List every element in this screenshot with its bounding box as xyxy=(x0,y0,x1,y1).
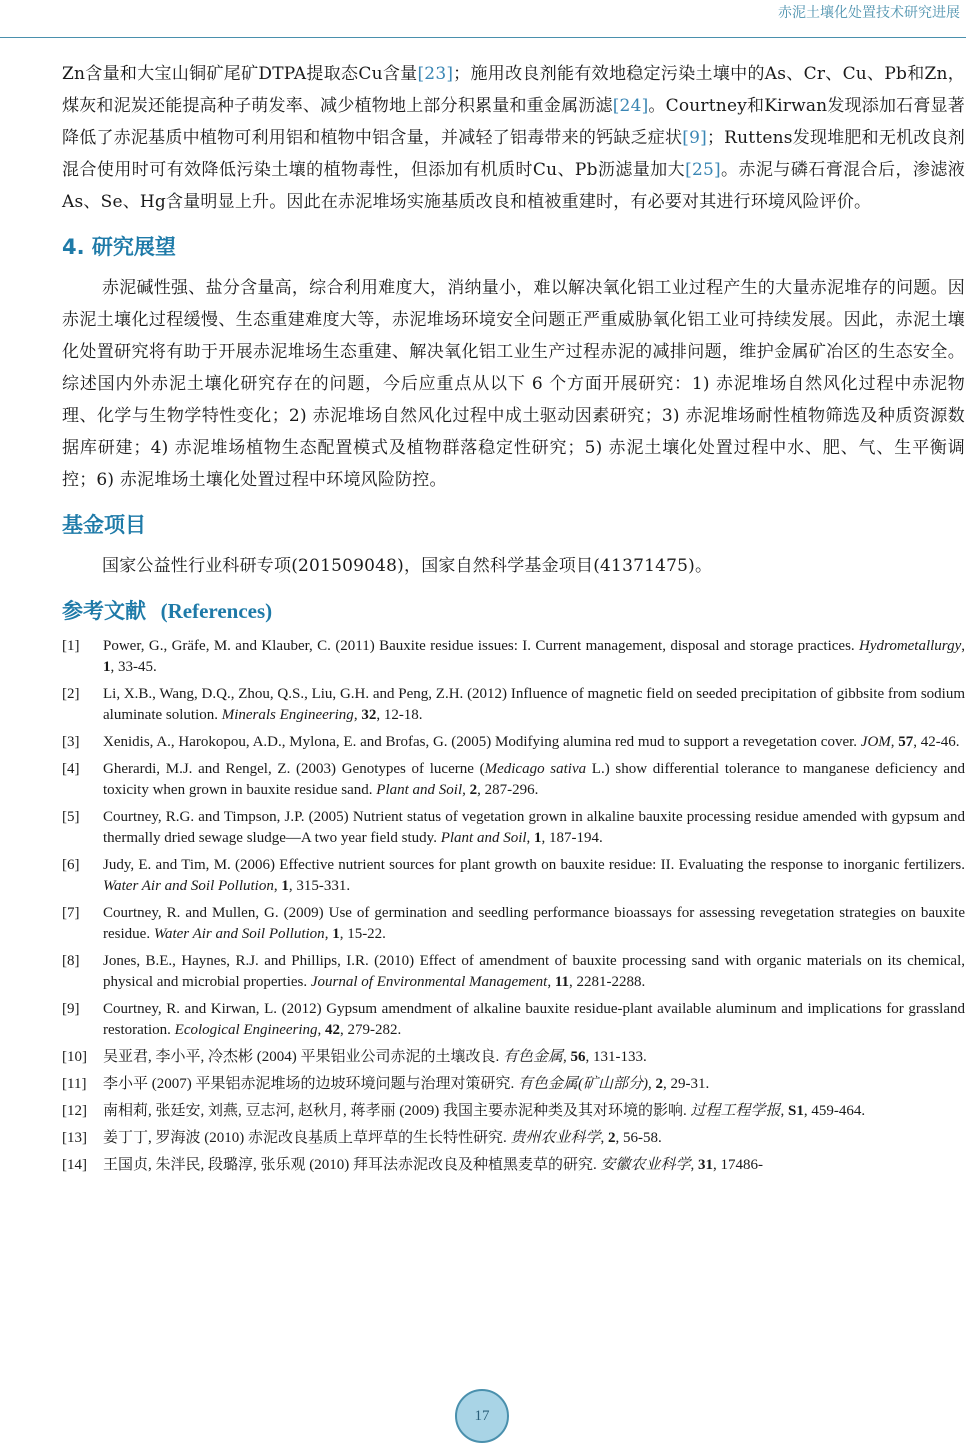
reference-item xyxy=(62,999,965,1041)
reference-authors-title: 吴亚君, 李小平, 冷杰彬 (2004) 平果铝业公司赤泥的土壤改良. xyxy=(103,1049,503,1065)
reference-text xyxy=(103,636,965,678)
text-span: 。Courtney和Kirwan发现添加石膏显著降低了赤泥基质中植物可利用铝和植物中铝含量，并减轻了铝毒带来的钙缺乏症状 xyxy=(62,96,965,148)
reference-pages: , 279-282. xyxy=(340,1022,402,1038)
reference-number: [13] xyxy=(62,1130,87,1146)
reference-item xyxy=(62,1047,965,1068)
reference-volume: S1 xyxy=(788,1103,804,1119)
reference-journal: 贵州农业科学 xyxy=(510,1130,601,1146)
reference-authors-title: 王国贞, 朱泮民, 段璐淳, 张乐观 (2010) 拜耳法赤泥改良及种植黑麦草的研究. xyxy=(103,1157,601,1173)
reference-text xyxy=(103,1047,965,1068)
reference-item xyxy=(62,636,965,678)
reference-journal: 有色金属(矿山部分) xyxy=(518,1076,648,1092)
reference-volume: 11 xyxy=(554,974,570,990)
reference-authors-title: Gherardi, M.J. and Rengel, Z. (2003) Genotypes of lucerne ( xyxy=(103,761,485,777)
section-heading-references xyxy=(62,596,965,626)
reference-separator: , xyxy=(462,782,470,798)
page-number: 17 xyxy=(474,1407,490,1424)
reference-volume: 2 xyxy=(608,1130,616,1146)
reference-separator: , xyxy=(780,1103,789,1119)
reference-title-cont: L.) show differential tolerance to manganese deficiency and toxicity when grown in bauxite residue sand. xyxy=(103,761,966,798)
reference-journal: Plant and Soil xyxy=(440,830,527,846)
text-span: Zn含量和大宝山铜矿尾矿DTPA提取态Cu含量 xyxy=(62,64,418,84)
reference-authors-title: 李小平 (2007) 平果铝赤泥堆场的边坡环境问题与治理对策研究. xyxy=(103,1076,518,1092)
reference-volume: 56 xyxy=(570,1049,586,1065)
reference-number: [10] xyxy=(62,1049,87,1065)
reference-text xyxy=(103,807,965,849)
reference-pages: , 459-464. xyxy=(803,1103,866,1119)
running-title: 赤泥土壤化处置技术研究进展 xyxy=(778,5,960,21)
citation-link[interactable]: [23] xyxy=(417,64,454,84)
reference-separator: , xyxy=(961,638,965,654)
reference-text xyxy=(103,732,965,753)
reference-item xyxy=(62,759,965,801)
reference-number: [7] xyxy=(62,905,80,921)
reference-pages: , 17486- xyxy=(713,1157,764,1173)
reference-pages: , 33-45. xyxy=(110,659,157,675)
reference-number: [9] xyxy=(62,1001,80,1017)
reference-number: [8] xyxy=(62,953,80,969)
reference-pages: , 15-22. xyxy=(339,926,386,942)
reference-item xyxy=(62,732,965,753)
citation-link[interactable]: [25] xyxy=(685,160,721,180)
reference-number: [5] xyxy=(62,809,80,825)
reference-journal: JOM xyxy=(860,734,891,750)
outlook-paragraph: 赤泥碱性强、盐分含量高，综合利用难度大，消纳量小，难以解决氧化铝工业过程产生的大量赤泥堆存的问题。因赤泥土壤化过程缓慢、生态重建难度大等，赤泥堆场环境安全问题正严重威胁氧化铝工业可持续发展。因此，赤泥土壤化处置研究将有助于开展赤泥堆场生态重建、解决氧化铝工业生产过程赤泥的减排问题，维护金属矿冶区的生态安全。综述国内外赤泥土壤化研究存在的问题，今后应重点从以下 6 个方面开展研究：1) 赤泥堆场自然风化过程中赤泥物理、化学与生物学特性变化；2) 赤泥堆场自然风化过程中成土驱动因素研究；3) 赤泥堆场耐性植物筛选及种质资源数据库研建；4) 赤泥堆场植物生态配置模式及植物群落稳定性研究；5) 赤泥土壤化处置过程中水、肥、气、生平衡调控；6) 赤泥堆场土壤化处置过程中环境风险防控。 xyxy=(62,278,965,490)
reference-journal: Hydrometallurgy xyxy=(859,638,962,654)
reference-authors-title: Xenidis, A., Harokopou, A.D., Mylona, E. and Brofas, G. (2005) Modifying alumina red mud to support a revegetation cover. xyxy=(103,734,861,750)
reference-pages: , 12-18. xyxy=(376,707,423,723)
section-heading-outlook: 4. 研究展望 xyxy=(62,235,176,259)
intro-paragraph xyxy=(62,58,965,218)
reference-pages: , 187-194. xyxy=(541,830,603,846)
reference-volume: 32 xyxy=(361,707,377,723)
reference-number: [3] xyxy=(62,734,80,750)
reference-volume: 57 xyxy=(898,734,914,750)
reference-separator: , xyxy=(273,878,282,894)
reference-authors-title: Power, G., Gräfe, M. and Klauber, C. (2011) Bauxite residue issues: I. Current management, disposal and storage practices. xyxy=(103,638,860,654)
reference-volume: 42 xyxy=(325,1022,341,1038)
reference-journal: Plant and Soil xyxy=(376,782,463,798)
reference-number: [2] xyxy=(62,686,80,702)
reference-pages: , 287-296. xyxy=(477,782,539,798)
reference-pages: , 315-331. xyxy=(288,878,351,894)
reference-item xyxy=(62,1074,965,1095)
reference-authors-title: Judy, E. and Tim, M. (2006) Effective nutrient sources for plant growth on bauxite residue: II. Evaluating the response to inorganic fertilizers. xyxy=(103,857,965,873)
reference-number: [1] xyxy=(62,638,80,654)
reference-authors-title: 姜丁丁, 罗海波 (2010) 赤泥改良基质上草坪草的生长特性研究. xyxy=(103,1130,511,1146)
reference-separator: , xyxy=(563,1049,571,1065)
text-span: 。赤泥与磷石膏混合后，渗滤液As、Se、Hg含量明显上升。因此在赤泥堆场实施基质改良和植被重建时，有必要对其进行环境风险评价。 xyxy=(62,160,965,212)
reference-volume: 2 xyxy=(655,1076,663,1092)
reference-volume: 1 xyxy=(103,659,111,675)
reference-journal: Minerals Engineering xyxy=(221,707,354,723)
reference-pages: , 42-46. xyxy=(913,734,960,750)
reference-pages: , 56-58. xyxy=(615,1130,662,1146)
page-number-badge xyxy=(455,1389,509,1443)
reference-pages: , 29-31. xyxy=(663,1076,710,1092)
reference-volume: 2 xyxy=(469,782,478,798)
reference-text xyxy=(103,855,965,897)
reference-separator: , xyxy=(526,830,535,846)
reference-item xyxy=(62,903,965,945)
reference-authors-title: 南相莉, 张廷安, 刘燕, 豆志河, 赵秋月, 蒋孝丽 (2009) 我国主要赤泥种类及其对环境的影响. xyxy=(103,1103,691,1119)
reference-text xyxy=(103,1155,965,1176)
reference-separator: , xyxy=(353,707,362,723)
reference-separator: , xyxy=(547,974,555,990)
citation-link[interactable]: [24] xyxy=(612,96,649,116)
reference-journal: 安徽农业科学 xyxy=(600,1157,691,1173)
reference-authors-title: Courtney, R.G. and Timpson, J.P. (2005) Nutrient status of vegetation grown in alkaline bauxite processing residue amended with gypsum and thermally dried sewage sludge—A two year field study. xyxy=(103,809,965,846)
reference-authors-title: Courtney, R. and Mullen, G. (2009) Use of germination and seedling performance bioassays for assessing revegetation strategies on bauxite residue. xyxy=(103,905,965,942)
reference-separator: , xyxy=(890,734,899,750)
header-divider xyxy=(0,37,966,38)
reference-separator: , xyxy=(317,1022,326,1038)
reference-authors-title: Courtney, R. and Kirwan, L. (2012) Gypsum amendment of alkaline bauxite residue-plant available aluminum and implications for grassland restoration. xyxy=(103,1001,965,1038)
reference-number: [11] xyxy=(62,1076,87,1092)
text-span: ；Ruttens发现堆肥和无机改良剂混合使用时可有效降低污染土壤的植物毒性，但添加有机质时Cu、Pb沥滤量加大 xyxy=(62,128,965,180)
reference-species: Medicago sativa xyxy=(484,761,587,777)
reference-number: [14] xyxy=(62,1157,87,1173)
reference-item xyxy=(62,1128,965,1149)
references-heading-cn: 参考文献 xyxy=(62,599,146,623)
reference-item xyxy=(62,855,965,897)
section-heading-funding: 基金项目 xyxy=(62,513,146,537)
reference-journal: 过程工程学报 xyxy=(690,1103,781,1119)
reference-authors-title: Li, X.B., Wang, D.Q., Zhou, Q.S., Liu, G.H. and Peng, Z.H. (2012) Influence of magnetic field on seeded precipitation of gibbsite from sodium aluminate solution. xyxy=(103,686,965,723)
reference-volume: 1 xyxy=(281,878,289,894)
reference-journal: 有色金属 xyxy=(503,1049,564,1065)
reference-separator: , xyxy=(600,1130,609,1146)
reference-text xyxy=(103,951,965,993)
reference-item xyxy=(62,684,965,726)
citation-link[interactable]: [9] xyxy=(682,128,707,148)
reference-authors-title: Jones, B.E., Haynes, R.J. and Phillips, I.R. (2010) Effect of amendment of bauxite processing sand with organic materials on its chemical, physical and microbial properties. xyxy=(103,953,965,990)
reference-text xyxy=(103,903,965,945)
page-content xyxy=(62,58,965,1182)
reference-volume: 31 xyxy=(698,1157,714,1173)
reference-journal: Ecological Engineering xyxy=(174,1022,318,1038)
reference-item xyxy=(62,1155,965,1176)
reference-number: [4] xyxy=(62,761,80,777)
references-heading-en: (References) xyxy=(160,599,273,623)
reference-text xyxy=(103,1128,965,1149)
reference-item xyxy=(62,951,965,993)
reference-pages: , 2281-2288. xyxy=(569,974,646,990)
reference-volume: 1 xyxy=(534,830,542,846)
reference-item xyxy=(62,1101,965,1122)
reference-number: [6] xyxy=(62,857,80,873)
reference-number: [12] xyxy=(62,1103,87,1119)
reference-journal: Water Air and Soil Pollution xyxy=(103,878,274,894)
reference-text xyxy=(103,1101,965,1122)
reference-text xyxy=(103,684,965,726)
reference-text xyxy=(103,1074,965,1095)
reference-item xyxy=(62,807,965,849)
text-span: ；施用改良剂能有效地稳定污染土壤中的As、Cr、Cu、Pb和Zn，煤灰和泥炭还能提高种子萌发率、减少植物地上部分积累量和重金属沥滤 xyxy=(62,64,965,116)
reference-separator: , xyxy=(648,1076,656,1092)
funding-paragraph: 国家公益性行业科研专项(201509048)，国家自然科学基金项目(41371475)。 xyxy=(102,556,713,576)
reference-pages: , 131-133. xyxy=(585,1049,647,1065)
reference-volume: 1 xyxy=(332,926,340,942)
reference-text xyxy=(103,999,965,1041)
reference-journal: Water Air and Soil Pollution xyxy=(153,926,325,942)
reference-separator: , xyxy=(690,1157,699,1173)
reference-journal: Journal of Environmental Management xyxy=(310,974,548,990)
reference-separator: , xyxy=(324,926,333,942)
reference-list xyxy=(62,636,965,1176)
reference-text xyxy=(103,759,965,801)
